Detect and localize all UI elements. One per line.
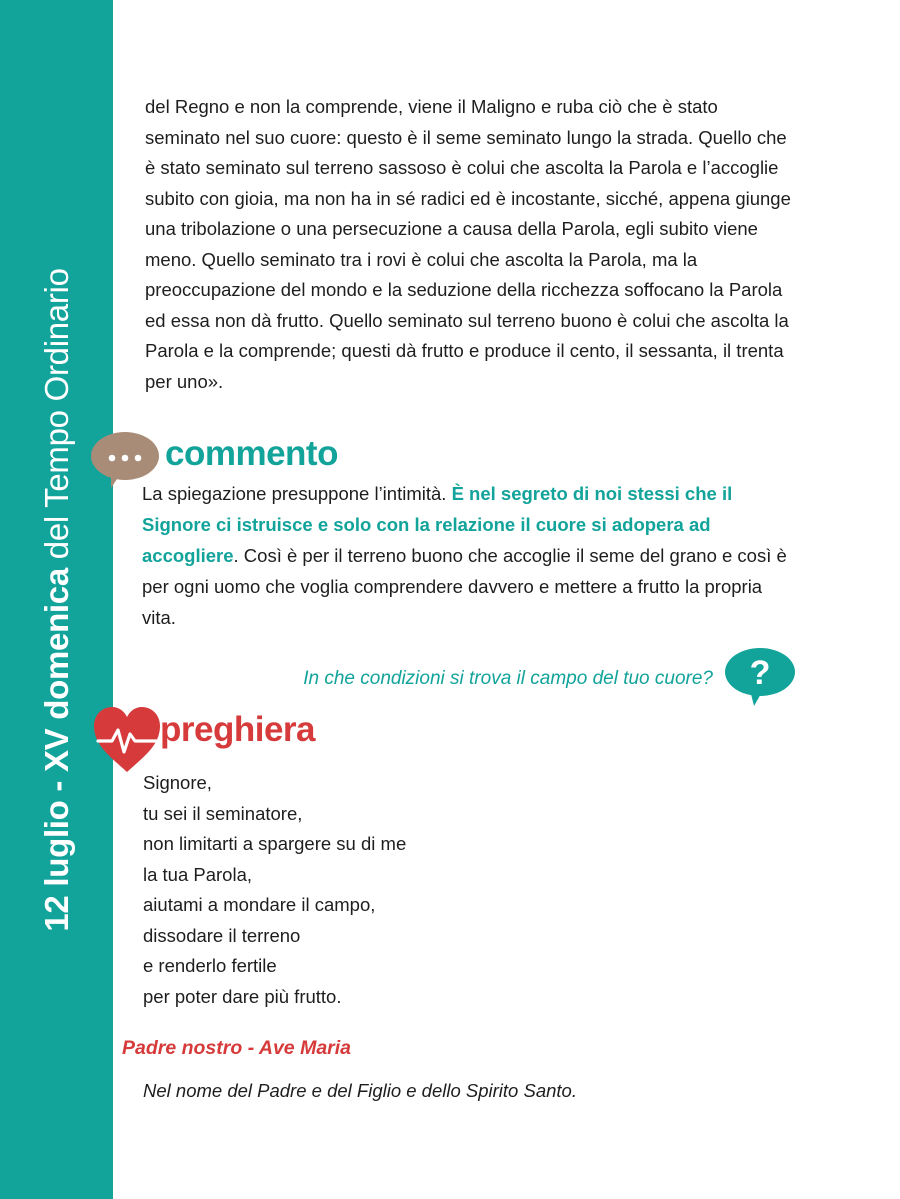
comment-text — [142, 478, 792, 633]
padre-nostro-label: Padre nostro - Ave Maria — [122, 1037, 352, 1059]
prayer-line: per poter dare più frutto. — [143, 985, 342, 1007]
comment-intro: La spiegazione presuppone l’intimità. — [142, 483, 452, 504]
prayer-line: Signore, — [143, 772, 212, 793]
heart-pulse-icon — [92, 706, 162, 774]
sidebar-band — [0, 0, 113, 1199]
prayer-line: e renderlo fertile — [143, 955, 277, 976]
comment-highlight: È nel segreto di noi stessi che il Signore ci istruisce e solo con la relazione il cuore si adopera ad accogliere — [142, 483, 733, 566]
sidebar-title-season: del Tempo Ordinario — [38, 268, 75, 569]
sidebar-title — [38, 268, 76, 931]
prayer-heading: preghiera — [160, 710, 315, 749]
comment-rest: . Così è per il terreno buono che accoglie il seme del grano e così è per ogni uomo che voglia comprendere davvero e mettere a frutto la propria vita. — [142, 545, 787, 628]
comment-heading: commento — [165, 434, 338, 473]
prayer-text — [143, 768, 406, 1012]
reflection-question: In che condizioni si trova il campo del tuo cuore? — [303, 668, 713, 689]
prayer-line: la tua Parola, — [143, 863, 253, 885]
sidebar-title-date: 12 luglio - XV domenica — [38, 568, 75, 932]
closing-blessing: Nel nome del Padre e del Figlio e dello Spirito Santo. — [143, 1080, 577, 1101]
prayer-line: non limitarti a spargere su di me — [143, 833, 407, 854]
question-bubble-icon — [724, 646, 796, 708]
prayer-line: tu sei il seminatore, — [143, 802, 303, 824]
prayer-line: dissodare il terreno — [143, 924, 301, 946]
question-glyph: ? — [749, 654, 771, 692]
prayer-line: aiutami a mondare il campo, — [143, 894, 376, 915]
gospel-text: del Regno e non la comprende, viene il Maligno e ruba ciò che è stato seminato nel suo cuore: questo è il seme seminato lungo la strada. Quello che è stato seminato sul terreno sassoso è colui che ascolta la Parola e l’accoglie subito con gioia, ma non ha in sé radici ed è incostante, sicché, appena giunge una tribolazione o una persecuzione a causa della Parola, egli subito viene meno. Quello seminato tra i rovi è colui che ascolta la Parola, ma la preoccupazione del mondo e la seduzione della ricchezza soffocano la Parola ed essa non dà frutto. Quello seminato sul terreno buono è colui che ascolta la Parola e la comprende; questi dà frutto e produce il cento, il sessanta, il trenta per uno». — [145, 96, 791, 392]
